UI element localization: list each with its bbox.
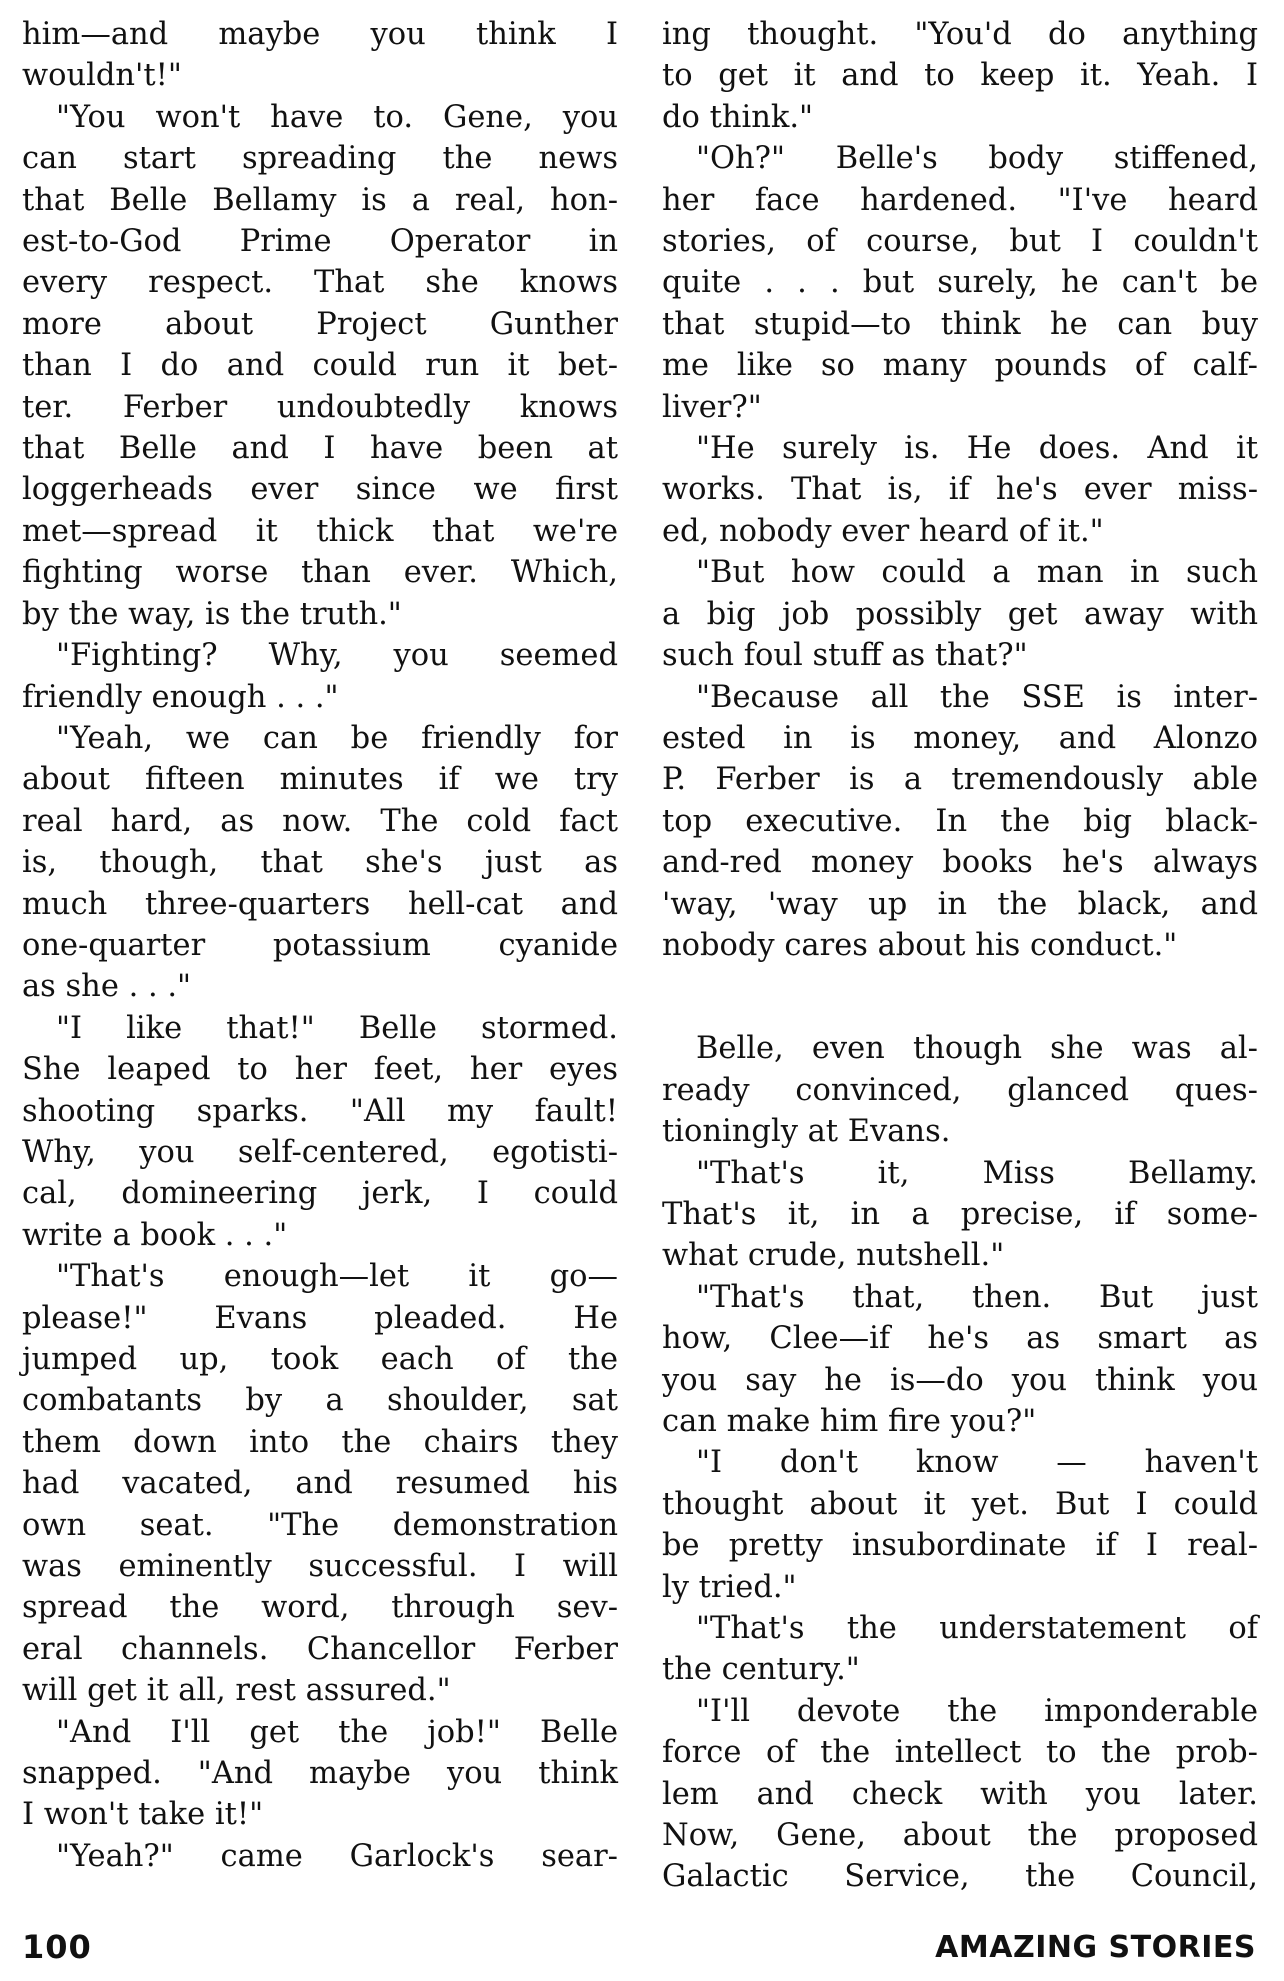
text-line: Belle, even though she was al- [696, 1031, 1258, 1067]
text-line: ing thought. "You'd do anything [662, 17, 1258, 52]
text-line: to get it and to keep it. Yeah. I [662, 58, 1258, 94]
text-line: be pretty insubordinate if I real- [662, 1528, 1258, 1564]
text-line: every respect. That she knows [22, 265, 618, 301]
text-line: that stupid—to think he can buy [662, 306, 1258, 342]
text-line: "Yeah?" came Garlock's sear- [56, 1838, 618, 1874]
text-line: "That's the understatement of [696, 1611, 1258, 1647]
text-line: can make him fire you?" [662, 1404, 1037, 1439]
left-text-column [22, 14, 618, 1877]
text-line: "That's that, then. But just [696, 1279, 1258, 1315]
text-line: "And I'll get the job!" Belle [56, 1714, 618, 1750]
text-line: that Belle and I have been at [22, 431, 618, 467]
text-line: loggerheads ever since we first [22, 472, 618, 508]
text-line: ed, nobody ever heard of it." [662, 513, 1104, 549]
text-line: "Because all the SSE is inter- [696, 679, 1258, 715]
text-line: wouldn't!" [22, 58, 182, 94]
text-line: met—spread it thick that we're [22, 513, 618, 549]
text-line: him—and maybe you think I [22, 17, 618, 52]
text-line: please!" Evans pleaded. He [22, 1300, 618, 1336]
text-line: own seat. "The demonstration [22, 1507, 618, 1543]
text-line: as she . . ." [22, 969, 192, 1005]
text-line: than I do and could run it bet- [22, 348, 618, 384]
text-line: "Fighting? Why, you seemed [56, 638, 618, 674]
text-line: much three-quarters hell-cat and [22, 886, 618, 922]
text-line: will get it all, rest assured." [22, 1673, 451, 1709]
text-line: Now, Gene, about the proposed [662, 1818, 1258, 1854]
text-line: had vacated, and resumed his [22, 1466, 618, 1502]
text-line: friendly enough . . ." [22, 679, 339, 715]
text-line: and-red money books he's always [662, 845, 1258, 881]
text-line: them down into the chairs they [22, 1424, 618, 1460]
text-line: about fifteen minutes if we try [22, 762, 618, 798]
text-line: how, Clee—if he's as smart as [662, 1321, 1258, 1357]
text-line: spread the word, through sev- [22, 1590, 618, 1626]
paragraph-gap [662, 966, 1258, 1028]
text-line: ready convinced, glanced ques- [662, 1072, 1258, 1108]
text-line: shooting sparks. "All my fault! [22, 1093, 618, 1129]
text-line: was eminently successful. I will [22, 1549, 618, 1585]
text-line: "He surely is. He does. And it [696, 431, 1258, 467]
text-line: liver?" [662, 389, 762, 425]
text-line: "I like that!" Belle stormed. [56, 1010, 618, 1046]
text-line: "Oh?" Belle's body stiffened, [696, 141, 1258, 177]
text-line: "I don't know — haven't [696, 1445, 1258, 1481]
text-line: She leaped to her feet, her eyes [22, 1052, 618, 1088]
text-line: "That's it, Miss Bellamy. [696, 1155, 1258, 1191]
text-line: that Belle Bellamy is a real, hon- [22, 182, 618, 218]
text-line: cal, domineering jerk, I could [22, 1176, 618, 1212]
text-line: snapped. "And maybe you think [22, 1756, 618, 1792]
text-line: works. That is, if he's ever miss- [662, 472, 1258, 508]
text-line: thought about it yet. But I could [662, 1486, 1258, 1522]
text-line: ter. Ferber undoubtedly knows [22, 389, 618, 425]
text-line: the century." [662, 1652, 860, 1688]
text-line: ly tried." [662, 1569, 797, 1605]
text-line: stories, of course, but I couldn't [662, 224, 1258, 260]
text-line: P. Ferber is a tremendously able [662, 762, 1258, 798]
text-line: "Yeah, we can be friendly for [56, 720, 618, 756]
text-line: a big job possibly get away with [662, 596, 1258, 632]
text-line: Galactic Service, the Council, [662, 1859, 1258, 1895]
running-footer: AMAZING STORIES [935, 1930, 1256, 1965]
text-line: tioningly at Evans. [662, 1114, 951, 1150]
text-line: can start spreading the news [22, 141, 618, 177]
text-line: such foul stuff as that?" [662, 638, 1028, 674]
text-line: That's it, in a precise, if some- [662, 1196, 1258, 1232]
text-line: more about Project Gunther [22, 306, 618, 342]
page-number: 100 [22, 1928, 92, 1966]
text-line: do think." [662, 99, 814, 135]
text-line: is, though, that she's just as [22, 845, 618, 881]
text-line: one-quarter potassium cyanide [22, 927, 618, 963]
text-line: jumped up, took each of the [22, 1342, 618, 1377]
text-line: what crude, nutshell." [662, 1238, 1005, 1274]
text-line: nobody cares about his conduct." [662, 927, 1178, 963]
text-line: her face hardened. "I've heard [662, 182, 1258, 218]
text-line: real hard, as now. The cold fact [22, 803, 618, 839]
text-line: fighting worse than ever. Which, [22, 555, 618, 591]
text-line: "I'll devote the imponderable [696, 1693, 1258, 1729]
text-line: I won't take it!" [22, 1797, 264, 1833]
text-line: by the way, is the truth." [22, 596, 402, 632]
text-line: 'way, 'way up in the black, and [662, 886, 1258, 922]
text-line: "That's enough—let it go— [56, 1259, 618, 1295]
text-line: force of the intellect to the prob- [662, 1735, 1258, 1771]
text-line: me like so many pounds of calf- [662, 348, 1258, 384]
right-text-column [662, 14, 1258, 1898]
text-line: quite . . . but surely, he can't be [662, 265, 1258, 301]
text-line: you say he is—do you think you [662, 1362, 1258, 1398]
text-line: Why, you self-centered, egotisti- [22, 1134, 618, 1170]
text-line: top executive. In the big black- [662, 803, 1258, 839]
text-line: ested in is money, and Alonzo [662, 720, 1258, 756]
text-line: est-to-God Prime Operator in [22, 224, 618, 260]
text-line: eral channels. Chancellor Ferber [22, 1631, 618, 1667]
text-line: combatants by a shoulder, sat [22, 1383, 618, 1419]
text-line: write a book . . ." [22, 1217, 288, 1253]
text-line: "You won't have to. Gene, you [56, 99, 618, 135]
text-line: lem and check with you later. [662, 1776, 1258, 1812]
text-line: "But how could a man in such [696, 555, 1258, 591]
